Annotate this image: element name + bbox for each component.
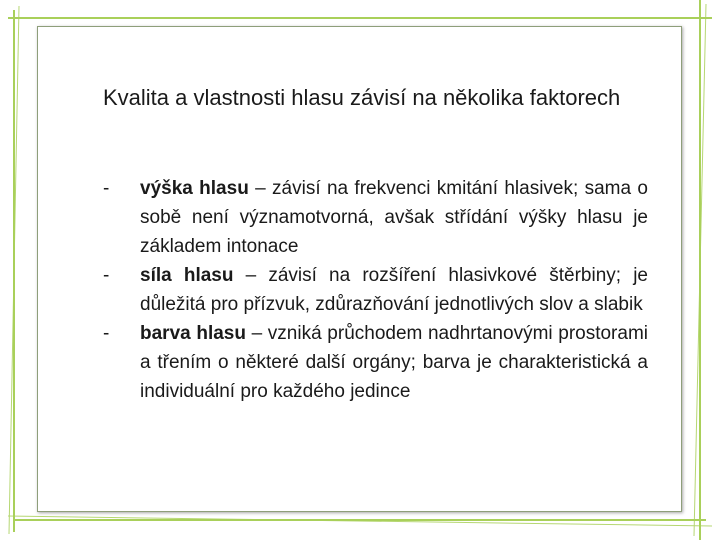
term-loudness: síla hlasu bbox=[140, 265, 234, 286]
description-pitch: – závisí na frekvenci kmitání hlasivek; sama o sobě není významotvorná, avšak střídání výšky hlasu je základem intonace bbox=[140, 178, 648, 257]
dash-bullet: - bbox=[103, 323, 110, 344]
dash-bullet: - bbox=[103, 178, 110, 199]
term-pitch: výška hlasu bbox=[140, 178, 249, 199]
list-item-timbre bbox=[103, 319, 648, 406]
list-item-loudness bbox=[103, 261, 648, 319]
description-loudness: – závisí na rozšíření hlasivkové štěrbiny; je důležitá pro přízvuk, zdůrazňování jednotlivých slov a slabik bbox=[140, 265, 648, 315]
description-timbre: – vzniká průchodem nadhrtanovými prostorami a třením o některé další orgány; barva je charakteristická a individuální pro každého jedince bbox=[140, 323, 648, 402]
dash-bullet: - bbox=[103, 265, 110, 286]
term-timbre: barva hlasu bbox=[140, 323, 246, 344]
slide-title: Kvalita a vlastnosti hlasu závisí na několika faktorech bbox=[103, 85, 621, 110]
properties-list bbox=[103, 174, 648, 406]
list-item-pitch bbox=[103, 174, 648, 261]
